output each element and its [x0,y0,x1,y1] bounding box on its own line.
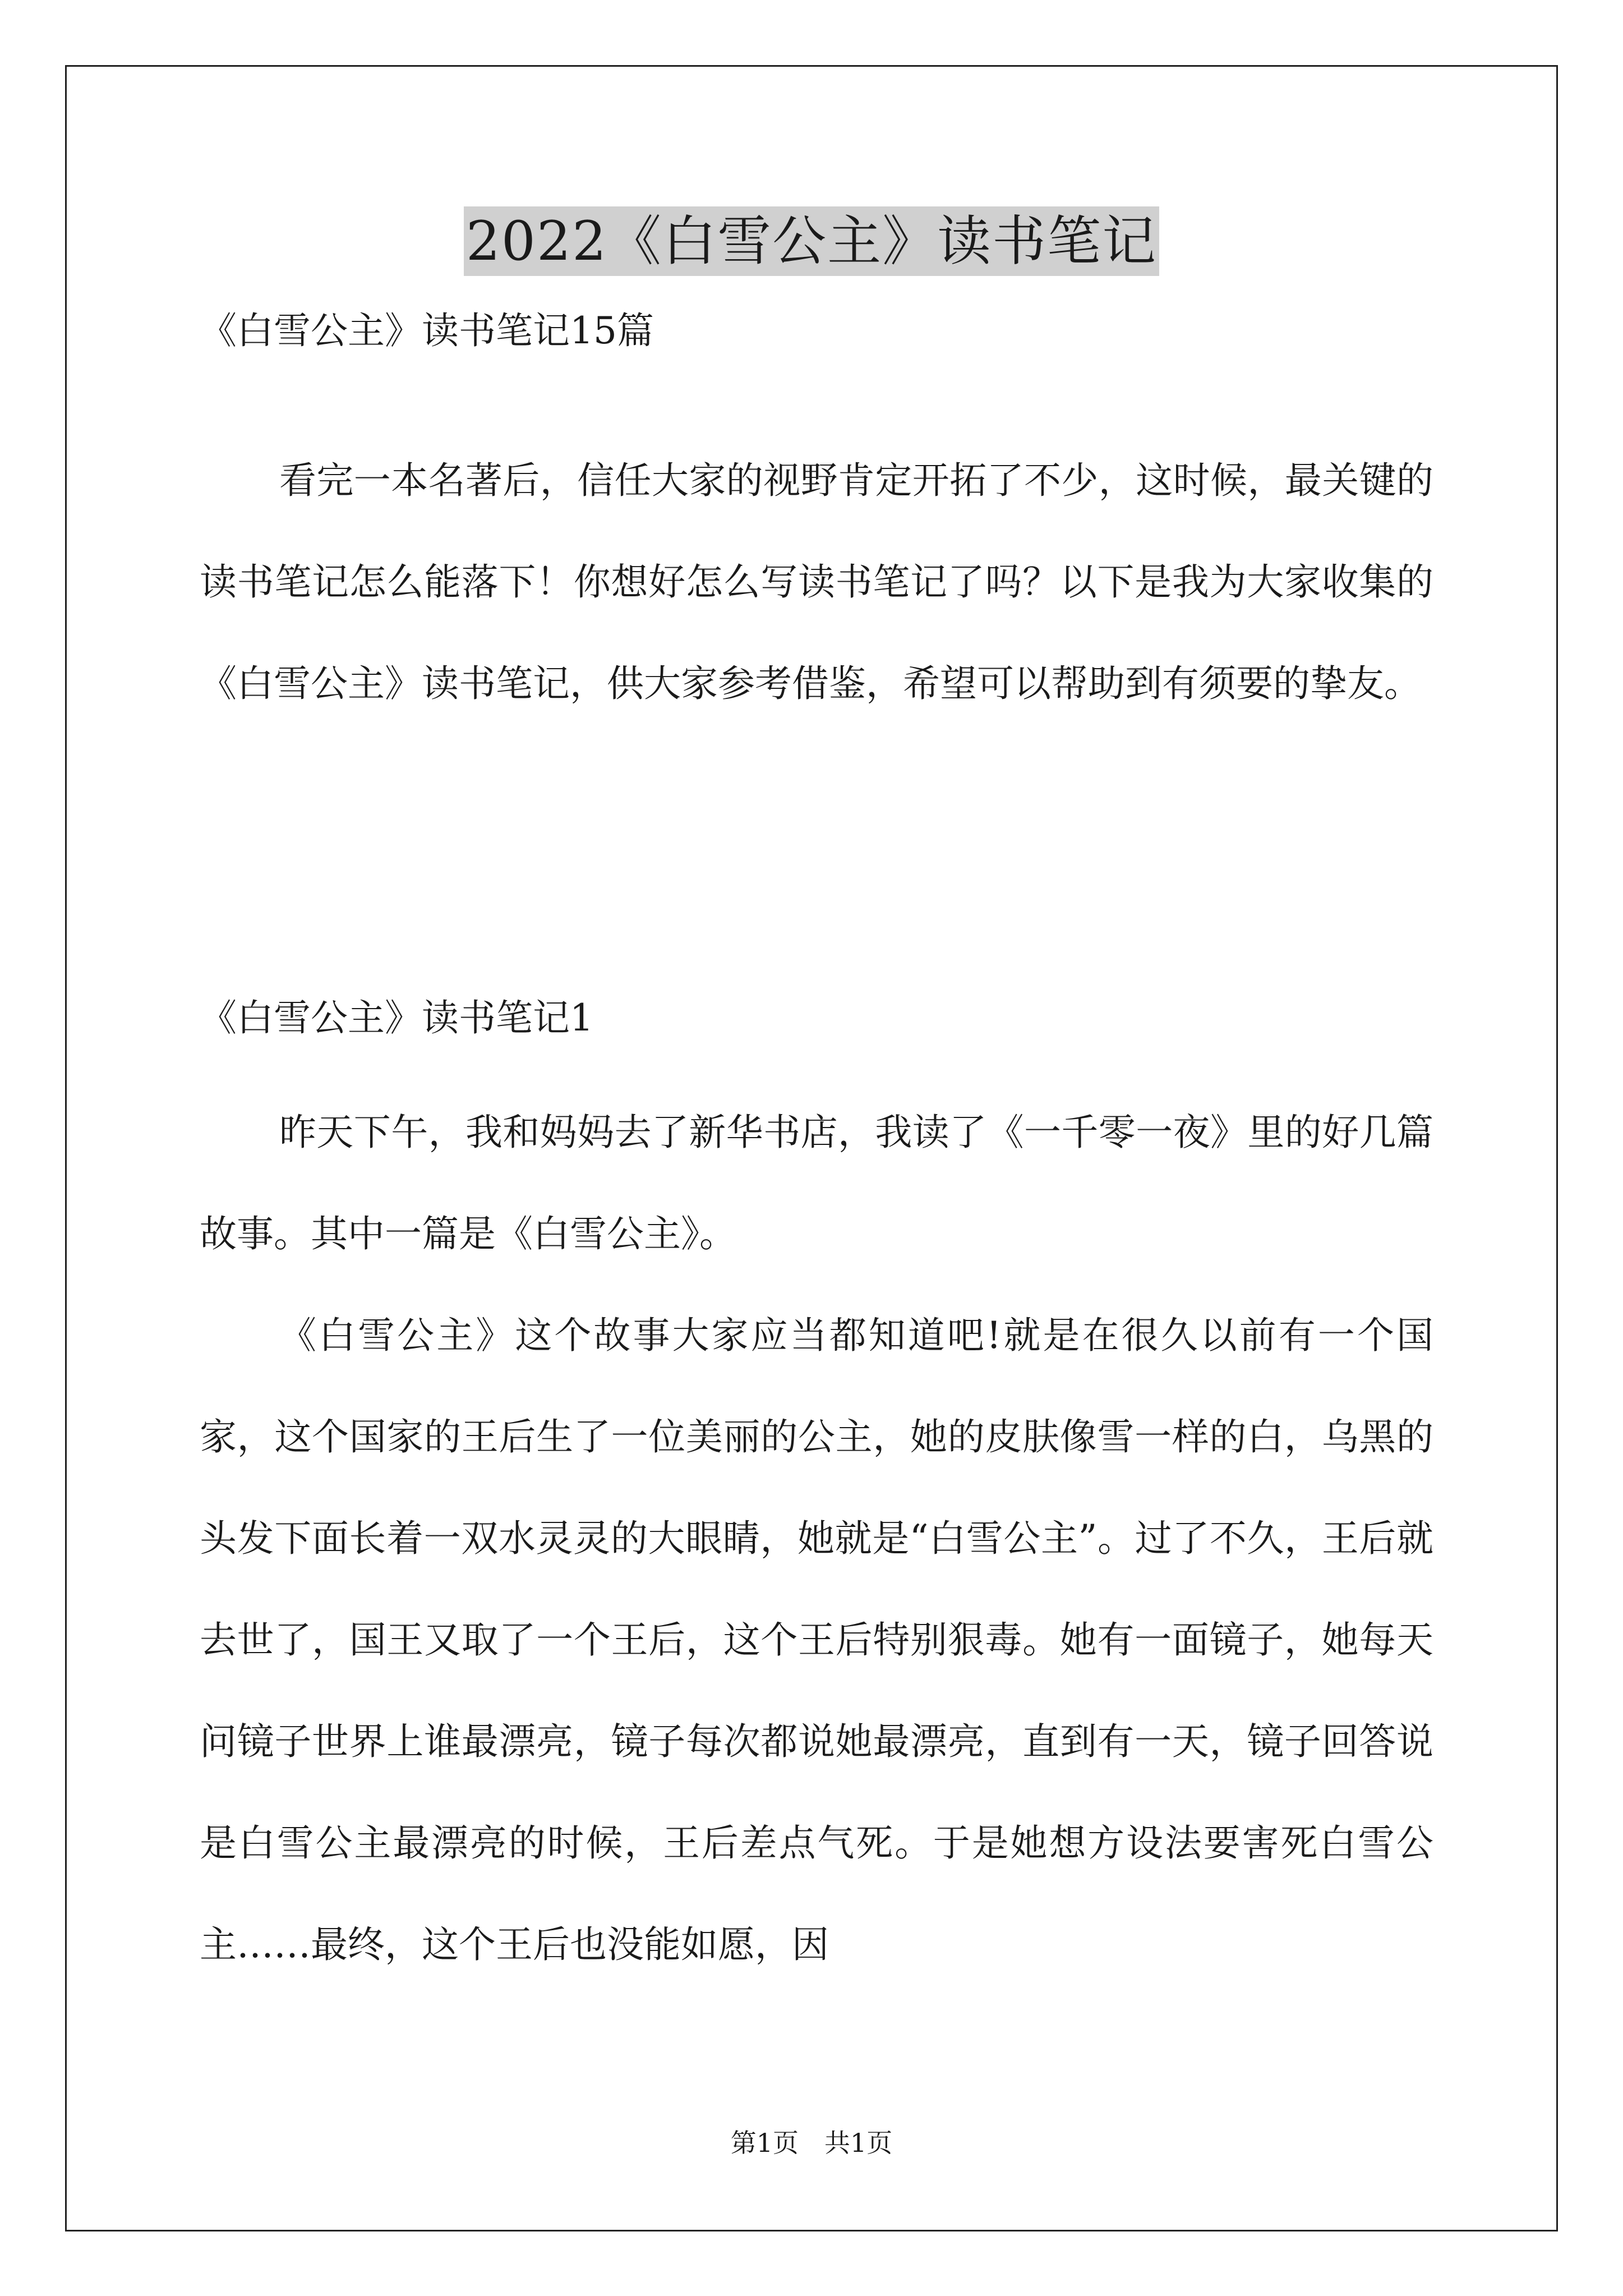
intro-paragraph: 看完一本名著后，信任大家的视野肯定开拓了不少，这时候，最关键的读书笔记怎么能落下！你想好怎么写读书笔记了吗？以下是我为大家收集的《白雪公主》读书笔记，供大家参考借鉴，希望可以帮助到有须要的挚友。 [200,459,1433,705]
title-container [0,206,1623,276]
section-paragraph: 《白雪公主》这个故事大家应当都知道吧!就是在很久以前有一个国家，这个国家的王后生了一位美丽的公主，她的皮肤像雪一样的白，乌黑的头发下面长着一双水灵灵的大眼睛，她就是“白雪公主”。过了不久，王后就去世了，国王又取了一个王后，这个王后特别狠毒。她有一面镜子，她每天问镜子世界上谁最漂亮，镜子每次都说她最漂亮，直到有一天，镜子回答说是白雪公主最漂亮的时候，王后差点气死。于是她想方设法要害死白雪公主……最终，这个王后也没能如愿，因 [200,1314,1433,1966]
section-paragraph: 昨天下午，我和妈妈去了新华书店，我读了《一千零一夜》里的好几篇故事。其中一篇是《白雪公主》。 [200,1111,1433,1255]
collection-subtitle: 《白雪公主》读书笔记15篇 [200,309,654,352]
section-heading: 《白雪公主》读书笔记1 [200,996,593,1039]
document-title: 2022《白雪公主》读书笔记 [464,206,1159,276]
page-footer: 第1页 共1页 [730,2128,893,2158]
